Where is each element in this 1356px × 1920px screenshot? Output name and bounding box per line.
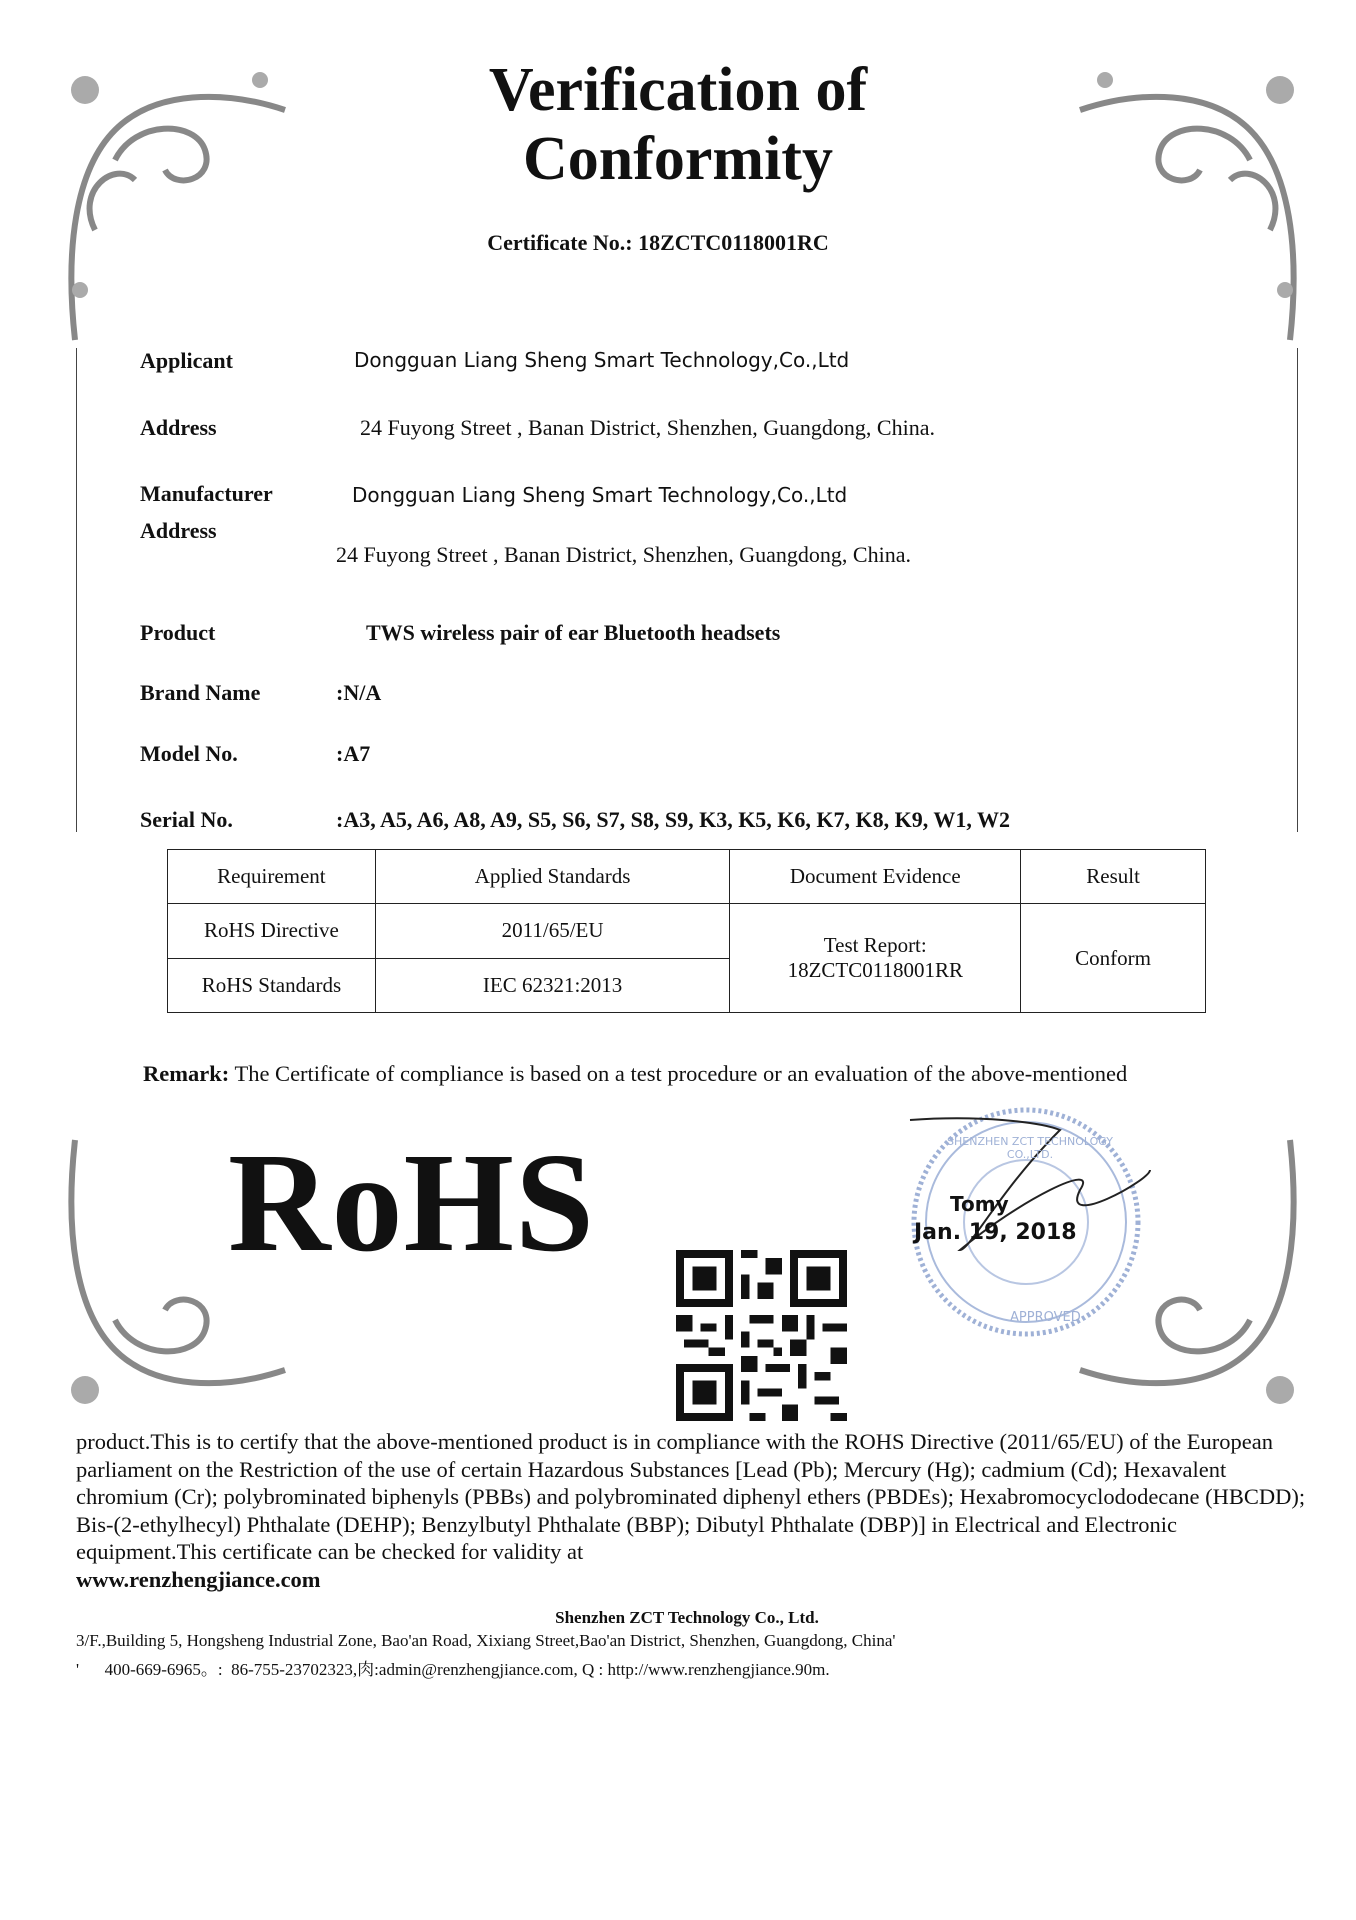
header-cell: Requirement <box>168 850 376 904</box>
result-cell: Conform <box>1021 904 1206 1013</box>
title-line-1: Verification of <box>488 56 868 124</box>
certification-statement: product.This is to certify that the above-mentioned product is in compliance with the ROHS Directive (2011/65/EU) of the European parliament on the Restriction of the use of certain Hazardous Substances [Lead (Pb); Mercury (Hg); cadmium (Cd); Hexavalent chromium (Cr); polybrominated biphenyls (PBBs) and polybrominated diphenyl ethers (PBDEs); Hexabromocyclododecane (HBCDD); Bis-(2-ethylhecyl) Phthalate (DEHP); Benzylbutyl Phthalate (BBP); Dibutyl Phthalate (DBP)] in Electrical and Electronic equipment.This certificate can be checked for validity at www.renzhengjiance.com <box>76 1429 1306 1592</box>
remark: Remark: The Certificate of compliance is based on a test procedure or an evaluation of the above-mentioned <box>143 1061 1128 1086</box>
address-value: 24 Fuyong Street , Banan District, Shenzhen, Guangdong, China. <box>360 415 935 440</box>
standards-table <box>167 849 1206 1013</box>
standard-cell: 2011/65/EU <box>375 904 730 958</box>
product-label: Product <box>140 620 216 645</box>
manufacturer-address-label: Address <box>140 518 217 543</box>
header-cell: Document Evidence <box>730 850 1021 904</box>
stamp-ring-text: SHENZHEN ZCT TECHNOLOGY CO.,LTD. <box>947 1135 1113 1161</box>
serial-value: :A3, A5, A6, A8, A9, S5, S6, S7, S8, S9, K3, K5, K6, K7, K8, K9, W1, W2 <box>336 807 1010 832</box>
manufacturer-value: Dongguan Liang Sheng Smart Technology,Co.,Ltd <box>352 483 848 507</box>
right-border-line <box>1297 348 1298 832</box>
footer-contact: ' 400-669-6965。: 86-755-23702323,肉:admin@renzhengjiance.com, Q : http://www.renzhengjiance.90m. <box>76 1660 830 1679</box>
header-cell: Result <box>1021 850 1206 904</box>
signature-date: Jan. 19, 2018 <box>914 1220 1077 1245</box>
address-label: Address <box>140 415 217 440</box>
rohs-logo: RoHS <box>228 1123 595 1281</box>
stamp-approved-text: APPROVED <box>1010 1310 1081 1325</box>
table-row <box>168 904 1206 958</box>
requirement-cell: RoHS Directive <box>168 904 376 958</box>
left-border-line <box>76 348 77 832</box>
footer-address: 3/F.,Building 5, Hongsheng Industrial Zone, Bao'an Road, Xixiang Street,Bao'an District, Shenzhen, Guangdong, China' <box>76 1631 896 1650</box>
footer-company: Shenzhen ZCT Technology Co., Ltd. <box>555 1608 819 1627</box>
product-value: TWS wireless pair of ear Bluetooth headsets <box>366 620 781 645</box>
applicant-value: Dongguan Liang Sheng Smart Technology,Co.,Ltd <box>354 348 850 372</box>
brand-value: :N/A <box>336 680 382 705</box>
signer-name: Tomy <box>950 1192 1009 1216</box>
standard-cell: IEC 62321:2013 <box>375 958 730 1012</box>
model-label: Model No. <box>140 741 238 766</box>
evidence-cell: Test Report: 18ZCTC0118001RR <box>730 904 1021 1013</box>
qr-code <box>676 1248 847 1423</box>
title-line-2: Conformity <box>523 125 833 193</box>
table-header-row <box>168 850 1206 904</box>
header-cell: Applied Standards <box>375 850 730 904</box>
serial-label: Serial No. <box>140 807 233 832</box>
model-value: :A7 <box>336 741 371 766</box>
brand-label: Brand Name <box>140 680 261 705</box>
manufacturer-label: Manufacturer <box>140 481 273 506</box>
certificate-number: Certificate No.: 18ZCTC0118001RC <box>487 230 829 255</box>
website-link[interactable]: www.renzhengjiance.com <box>76 1566 321 1592</box>
applicant-label: Applicant <box>140 348 233 373</box>
requirement-cell: RoHS Standards <box>168 958 376 1012</box>
manufacturer-address-value: 24 Fuyong Street , Banan District, Shenzhen, Guangdong, China. <box>336 542 911 567</box>
